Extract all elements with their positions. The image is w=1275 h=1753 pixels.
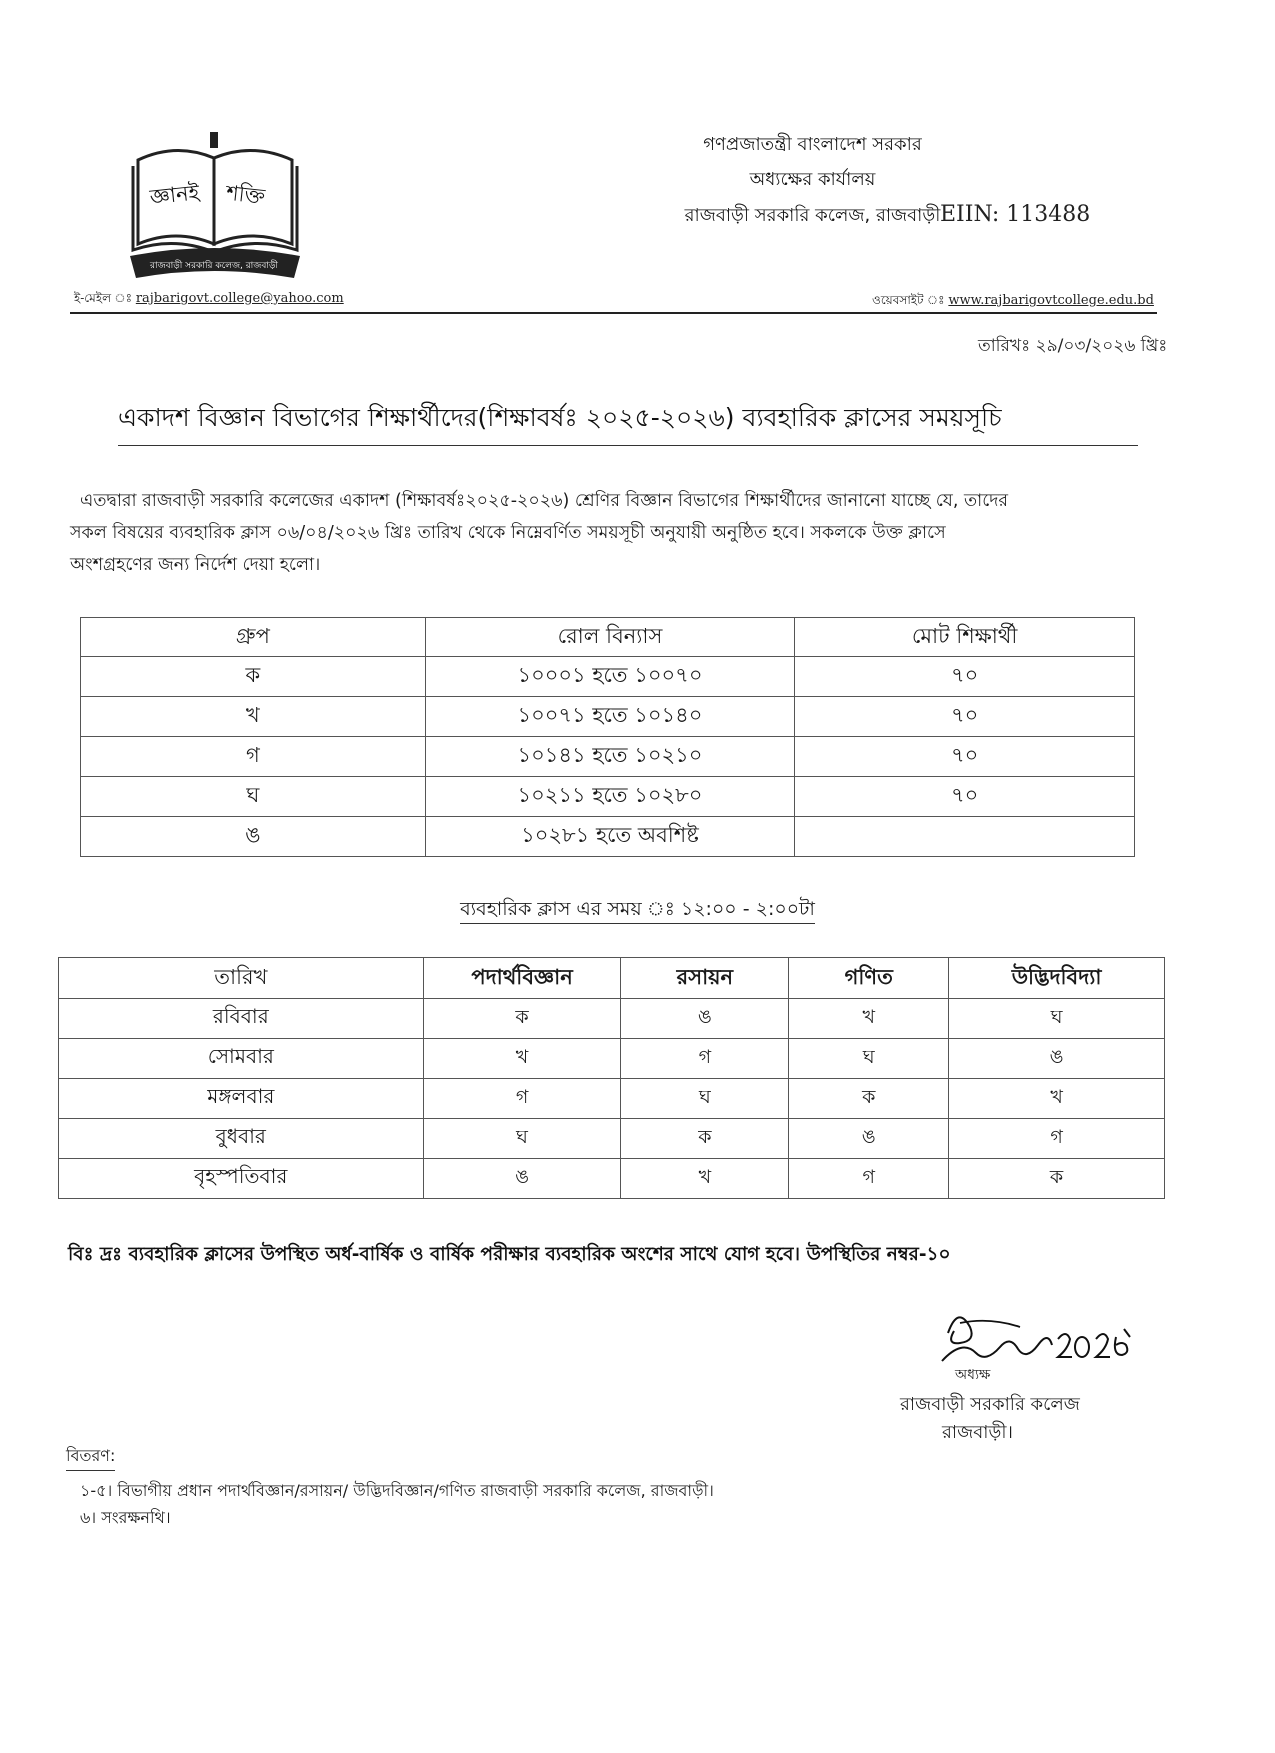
distribution-heading: বিতরণ: <box>66 1443 115 1471</box>
header-cell: উদ্ভিদবিদ্যা <box>949 958 1165 999</box>
total-cell <box>795 817 1135 857</box>
table-row <box>59 1119 1165 1159</box>
day-cell: বৃহস্পতিবার <box>59 1159 424 1199</box>
svg-text:জ্ঞানই: জ্ঞানই <box>148 180 201 210</box>
group-cell: ঘ <box>789 1039 949 1079</box>
table-header-row <box>59 958 1165 999</box>
table-row <box>81 777 1135 817</box>
signatory-title: অধ্যক্ষ <box>955 1367 991 1383</box>
body-line: এতদ্বারা রাজবাড়ী সরকারি কলেজের একাদশ (শিক্ষাবর্ষঃ২০২৫-২০২৬) শ্রেণির বিজ্ঞান বিভাগের শিক্ষার্থীদের জানানো যাচ্ছে যে, তাদের <box>80 491 1009 511</box>
group-cell: ক <box>621 1119 789 1159</box>
class-time-text: ব্যবহারিক ক্লাস এর সময় ঃ ১২:০০ - ২:০০টা <box>460 898 815 924</box>
group-cell: গ <box>81 737 426 777</box>
header-cell: রসায়ন <box>621 958 789 999</box>
group-cell: গ <box>789 1159 949 1199</box>
distribution-item: ১-৫। বিভাগীয় প্রধান পদার্থবিজ্ঞান/রসায়ন/ উদ্ভিদবিজ্ঞান/গণিত রাজবাড়ী সরকারি কলেজ, রাজবাড়ী। <box>80 1481 714 1500</box>
header-cell: মোট শিক্ষার্থী <box>795 618 1135 657</box>
group-cell: ঙ <box>81 817 426 857</box>
roll-range-cell: ১০০৭১ হতে ১০১৪০ <box>425 697 795 737</box>
email-line <box>74 290 344 310</box>
table-row <box>81 697 1135 737</box>
schedule-table <box>58 957 1165 1199</box>
header-college: রাজবাড়ী সরকারি কলেজ, রাজবাড়ী <box>684 205 941 226</box>
table-row <box>59 1079 1165 1119</box>
day-cell: রবিবার <box>59 999 424 1039</box>
group-cell: গ <box>621 1039 789 1079</box>
group-cell: ক <box>81 657 426 697</box>
group-cell: ঙ <box>423 1159 621 1199</box>
body-line: সকল বিষয়ের ব্যবহারিক ক্লাস ০৬/০৪/২০২৬ খ্রিঃ তারিখ থেকে নিম্নেবর্ণিত সময়সূচী অনুযায়ী অনুষ্ঠিত হবে। সকলকে উক্ত ক্লাসে <box>70 523 946 543</box>
svg-text:রাজবাড়ী সরকারি কলেজ, রাজবাড়ী: রাজবাড়ী সরকারি কলেজ, রাজবাড়ী <box>150 261 278 271</box>
table-row <box>81 657 1135 697</box>
website-line <box>872 292 1154 312</box>
day-cell: বুধবার <box>59 1119 424 1159</box>
document-title: একাদশ বিজ্ঞান বিভাগের শিক্ষার্থীদের(শিক্ষাবর্ষঃ ২০২৫-২০২৬) ব্যবহারিক ক্লাসের সময়সূচি <box>118 398 1138 446</box>
group-cell: ক <box>789 1079 949 1119</box>
table-row <box>81 737 1135 777</box>
document-date: তারিখঃ ২৯/০৩/২০২৬ খ্রিঃ <box>978 336 1168 356</box>
group-cell: ঙ <box>949 1039 1165 1079</box>
header-cell: গণিত <box>789 958 949 999</box>
website-link[interactable]: www.rajbarigovtcollege.edu.bd <box>948 293 1154 308</box>
roll-range-cell: ১০০০১ হতে ১০০৭০ <box>425 657 795 697</box>
header-cell: রোল বিন্যাস <box>425 618 795 657</box>
table-row <box>59 1039 1165 1079</box>
total-cell: ৭০ <box>795 657 1135 697</box>
signatory-place: রাজবাড়ী। <box>942 1422 1013 1443</box>
roll-range-cell: ১০২৮১ হতে অবশিষ্ট <box>425 817 795 857</box>
signatory-org: রাজবাড়ী সরকারি কলেজ <box>900 1394 1080 1415</box>
group-table <box>80 617 1135 857</box>
website-label: ওয়েবসাইট ঃ <box>872 293 945 307</box>
group-cell: খ <box>949 1079 1165 1119</box>
header-cell: তারিখ <box>59 958 424 999</box>
total-cell: ৭০ <box>795 737 1135 777</box>
group-cell: ঘ <box>949 999 1165 1039</box>
table-row <box>81 817 1135 857</box>
header-govt: গণপ্রজাতন্ত্রী বাংলাদেশ সরকার <box>703 134 922 155</box>
group-cell: ঘ <box>423 1119 621 1159</box>
principal-signature <box>930 1295 1140 1370</box>
group-cell: গ <box>423 1079 621 1119</box>
svg-text:শক্তি: শক্তি <box>225 180 267 209</box>
header-office: অধ্যক্ষের কার্যালয় <box>749 169 876 190</box>
class-time <box>0 895 1275 927</box>
table-row <box>59 999 1165 1039</box>
group-cell: ঘ <box>621 1079 789 1119</box>
eiin-number: EIIN: 113488 <box>940 202 1091 227</box>
group-cell: খ <box>81 697 426 737</box>
email-link[interactable]: rajbarigovt.college@yahoo.com <box>135 291 344 306</box>
special-note: বিঃ দ্রঃ ব্যবহারিক ক্লাসের উপস্থিত অর্ধ-বার্ষিক ও বার্ষিক পরীক্ষার ব্যবহারিক অংশের সাথে যোগ হবে। উপস্থিতির নম্বর-১০ <box>68 1244 951 1265</box>
group-cell: খ <box>423 1039 621 1079</box>
group-cell: ক <box>423 999 621 1039</box>
header-cell: গ্রুপ <box>81 618 426 657</box>
group-cell: ঙ <box>789 1119 949 1159</box>
table-header-row <box>81 618 1135 657</box>
day-cell: সোমবার <box>59 1039 424 1079</box>
group-cell: খ <box>621 1159 789 1199</box>
notice-body <box>70 485 1160 581</box>
total-cell: ৭০ <box>795 697 1135 737</box>
table-row <box>59 1159 1165 1199</box>
group-cell: ঘ <box>81 777 426 817</box>
header-cell: পদার্থবিজ্ঞান <box>423 958 621 999</box>
email-label: ই-মেইল ঃ <box>74 291 132 305</box>
roll-range-cell: ১০১৪১ হতে ১০২১০ <box>425 737 795 777</box>
distribution-item: ৬। সংরক্ষনথি। <box>80 1508 171 1527</box>
day-cell: মঙ্গলবার <box>59 1079 424 1119</box>
group-cell: খ <box>789 999 949 1039</box>
body-line: অংশগ্রহণের জন্য নির্দেশ দেয়া হলো। <box>70 555 321 575</box>
header-divider <box>70 312 1157 314</box>
group-cell: ক <box>949 1159 1165 1199</box>
group-cell: গ <box>949 1119 1165 1159</box>
group-cell: ঙ <box>621 999 789 1039</box>
roll-range-cell: ১০২১১ হতে ১০২৮০ <box>425 777 795 817</box>
total-cell: ৭০ <box>795 777 1135 817</box>
